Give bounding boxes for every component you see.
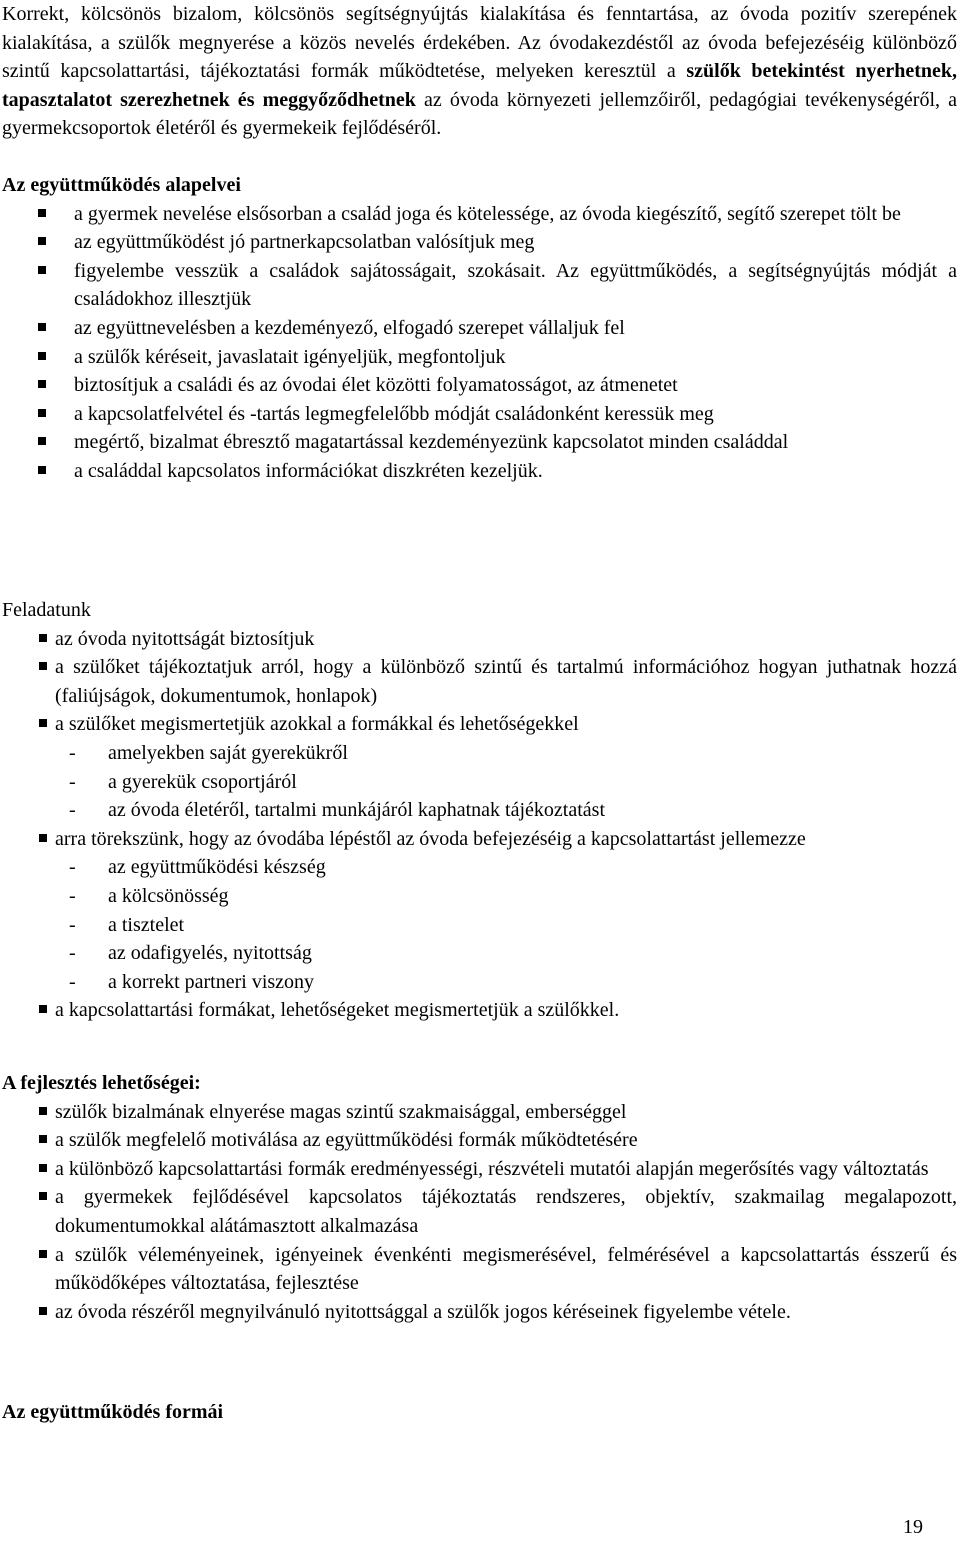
- list-item: a szülők megfelelő motiválása az együttműködési formák működtetésére: [2, 1126, 957, 1155]
- list-item: figyelembe vesszük a családok sajátosságait, szokásait. Az együttműködés, a segítségnyújtás módját a családokhoz illesztjük: [2, 257, 957, 314]
- list-item: az óvoda részéről megnyilvánuló nyitottsággal a szülők jogos kéréseinek figyelembe vétele.: [2, 1298, 957, 1327]
- list-item: a gyermekek fejlődésével kapcsolatos tájékoztatás rendszeres, objektív, szakmailag megalapozott, dokumentumokkal alátámasztott alkalmazása: [2, 1183, 957, 1240]
- intro-bold-text: szülők betekintést nyerhetnek, tapasztalatot szerezhetnek és meggyőződhetnek: [2, 60, 957, 111]
- intro-paragraph: [2, 0, 957, 143]
- list-item: szülők bizalmának elnyerése magas szintű szakmaisággal, emberséggel: [2, 1098, 957, 1127]
- sub-list-item: - a kölcsönösség: [55, 882, 957, 911]
- list-item-text: arra törekszünk, hogy az óvodába lépéstől az óvoda befejezéséig a kapcsolattartást jellemezze: [55, 827, 806, 850]
- development-section: [2, 1069, 957, 1326]
- page-number: 19: [903, 1516, 923, 1538]
- forms-heading: Az együttműködés formái: [2, 1401, 224, 1423]
- list-item: biztosítjuk a családi és az óvodai élet közötti folyamatosságot, az átmenetet: [2, 371, 957, 400]
- list-item: a kapcsolattartási formákat, lehetőségeket megismertetjük a szülőkkel.: [2, 996, 957, 1025]
- list-item: a családdal kapcsolatos információkat diszkréten kezeljük.: [2, 457, 957, 486]
- list-item: [2, 710, 957, 824]
- intro-text-2: az óvoda környezeti jellemzőiről, pedagógiai tevékenységéről, a gyermekcsoportok életéről és gyermekeik fejlődéséről.: [2, 88, 957, 140]
- list-item: a különböző kapcsolattartási formák eredményességi, részvételi mutatói alapján megerősítés vagy változtatás: [2, 1155, 957, 1184]
- tasks-list: [2, 625, 957, 1025]
- intro-text-1: Korrekt, kölcsönös bizalom, kölcsönös segítségnyújtás kialakítása és fenntartása, az óvoda pozitív szerepének kialakítása, a szülők megnyerése a közös nevelés érdekében. Az óvodakezdéstől az óvoda befejezéséig különböző szintű kapcsolattartási, tájékoztatási formák működtetése, melyeken keresztül a: [2, 3, 957, 83]
- principles-list: [2, 200, 957, 486]
- forms-section: [2, 1398, 957, 1427]
- tasks-section: [2, 596, 957, 1025]
- sub-list-item: - az odafigyelés, nyitottság: [55, 939, 957, 968]
- sub-list-item: - a gyerekük csoportjáról: [55, 768, 957, 797]
- sub-list-item: - amelyekben saját gyerekükről: [55, 739, 957, 768]
- development-list: [2, 1098, 957, 1327]
- list-item: a szülők kéréseit, javaslatait igényeljük, megfontoljuk: [2, 343, 957, 372]
- development-heading: A fejlesztés lehetőségei:: [2, 1072, 201, 1094]
- tasks-heading: Feladatunk: [2, 599, 91, 621]
- list-item: [2, 825, 957, 997]
- list-item: megértő, bizalmat ébresztő magatartással kezdeményezünk kapcsolatot minden családdal: [2, 428, 957, 457]
- list-item: az együttnevelésben a kezdeményező, elfogadó szerepet vállaljuk fel: [2, 314, 957, 343]
- list-item: a gyermek nevelése elsősorban a család joga és kötelessége, az óvoda kiegészítő, segítő szerepet tölt be: [2, 200, 957, 229]
- principles-section: [2, 171, 957, 486]
- sub-list-item: - az együttműködési készség: [55, 853, 957, 882]
- sub-list-item: - a tisztelet: [55, 911, 957, 940]
- sub-list-item: - az óvoda életéről, tartalmi munkájáról kaphatnak tájékoztatást: [55, 796, 957, 825]
- list-item: a szülőket tájékoztatjuk arról, hogy a különböző szintű és tartalmú információhoz hogyan juthatnak hozzá (faliújságok, dokumentumok, honlapok): [2, 653, 957, 710]
- sub-list: [55, 739, 957, 825]
- sub-list: [55, 853, 957, 996]
- list-item: az óvoda nyitottságát biztosítjuk: [2, 625, 957, 654]
- sub-list-item: - a korrekt partneri viszony: [55, 968, 957, 997]
- list-item: az együttműködést jó partnerkapcsolatban valósítjuk meg: [2, 228, 957, 257]
- list-item: a szülők véleményeinek, igényeinek évenkénti megismerésével, felmérésével a kapcsolattartás ésszerű és működőképes változtatása, fejlesztése: [2, 1241, 957, 1298]
- list-item-text: a szülőket megismertetjük azokkal a formákkal és lehetőségekkel: [55, 713, 579, 736]
- list-item: a kapcsolatfelvétel és -tartás legmegfelelőbb módját családonként keressük meg: [2, 400, 957, 429]
- principles-heading: Az együttműködés alapelvei: [2, 174, 241, 196]
